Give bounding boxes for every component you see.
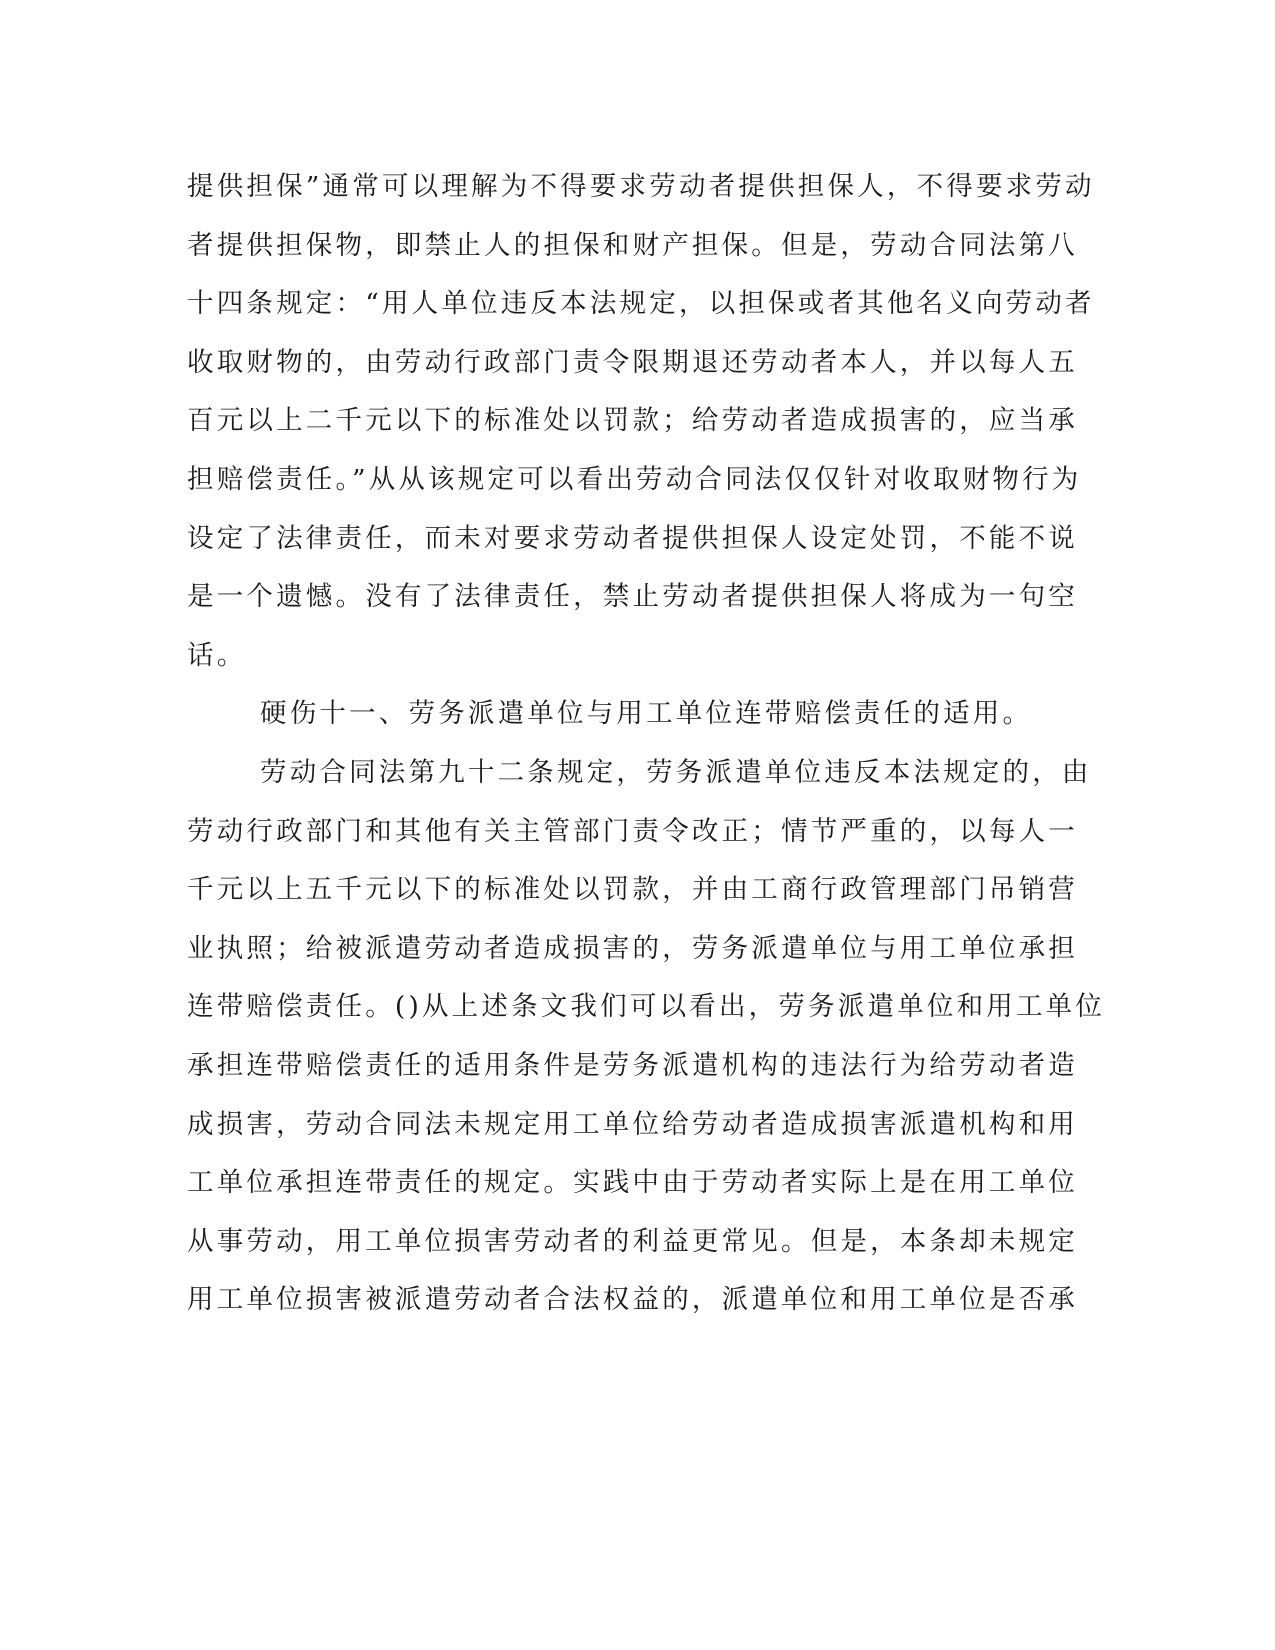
text-line: 是一个遗憾。没有了法律责任，禁止劳动者提供担保人将成为一句空: [187, 581, 1078, 613]
text-line: 千元以上五千元以下的标准处以罚款，并由工商行政管理部门吊销营: [187, 874, 1078, 906]
text-line: 话。: [187, 639, 247, 671]
text-line: 连带赔偿责任。()从上述条文我们可以看出，劳务派遣单位和用工单位: [187, 991, 1106, 1023]
text-line: 百元以上二千元以下的标准处以罚款；给劳动者造成损害的，应当承: [187, 405, 1078, 437]
text-line: 收取财物的，由劳动行政部门责令限期退还劳动者本人，并以每人五: [187, 346, 1078, 378]
text-line: 用工单位损害被派遣劳动者合法权益的，派遣单位和用工单位是否承: [187, 1284, 1078, 1316]
text-line: 设定了法律责任，而未对要求劳动者提供担保人设定处罚，不能不说: [187, 522, 1078, 554]
text-line: 劳动行政部门和其他有关主管部门责令改正；情节严重的，以每人一: [187, 815, 1078, 847]
section-heading: 硬伤十一、劳务派遣单位与用工单位连带赔偿责任的适用。: [260, 698, 1033, 730]
text-line: 成损害，劳动合同法未规定用工单位给劳动者造成损害派遣机构和用: [187, 1108, 1078, 1140]
text-line: 从事劳动，用工单位损害劳动者的利益更常见。但是，本条却未规定: [187, 1225, 1078, 1257]
paragraph-first-line: 劳动合同法第九十二条规定，劳务派遣单位违反本法规定的，由: [260, 756, 1092, 788]
text-line: 提供担保”通常可以理解为不得要求劳动者提供担保人，不得要求劳动: [187, 171, 1095, 202]
body-text: [187, 158, 1106, 1330]
text-line: 承担连带赔偿责任的适用条件是劳务派遣机构的违法行为给劳动者造: [187, 1049, 1078, 1081]
text-line: 工单位承担连带责任的规定。实践中由于劳动者实际上是在用工单位: [187, 1167, 1078, 1199]
text-line: 十四条规定：“用人单位违反本法规定，以担保或者其他名义向劳动者: [187, 288, 1095, 320]
text-line: 业执照；给被派遣劳动者造成损害的，劳务派遣单位与用工单位承担: [187, 932, 1078, 964]
text-line: 者提供担保物，即禁止人的担保和财产担保。但是，劳动合同法第八: [187, 229, 1078, 261]
text-line: 担赔偿责任。”从从该规定可以看出劳动合同法仅仅针对收取财物行为: [187, 463, 1082, 495]
